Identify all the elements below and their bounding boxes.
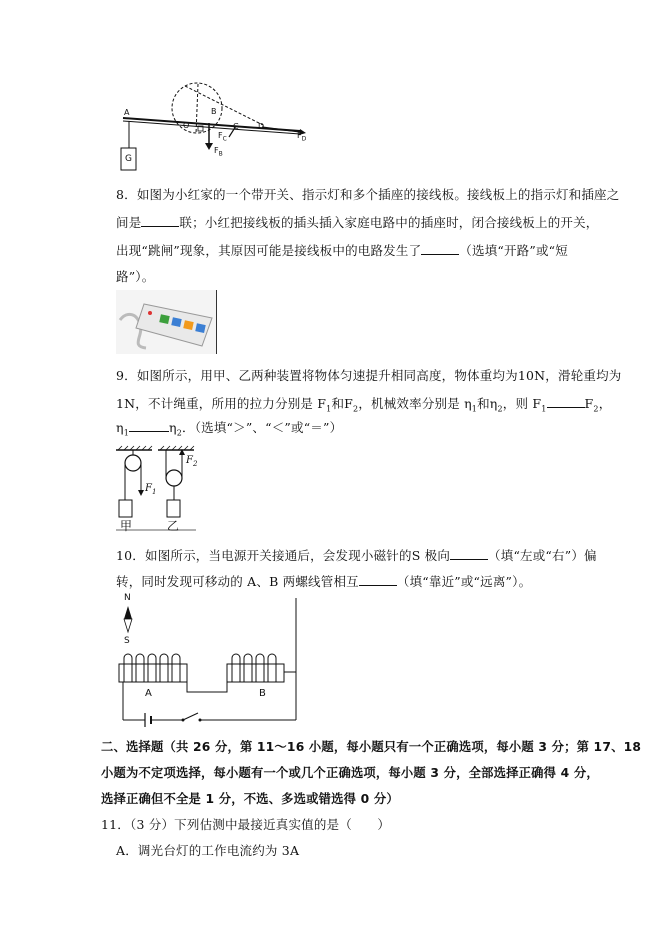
compass-label-S: S bbox=[124, 636, 130, 646]
q9-sub5: 1 bbox=[541, 404, 547, 414]
q11-option-A[interactable]: A．调光台灯的工作电流约为 3A bbox=[116, 843, 300, 858]
lever-label-D: D bbox=[258, 122, 265, 131]
section2-line1: 二、选择题（共 26 分，第 11～16 小题，每小题只有一个正确选项，每小题 3 分；第 17、18 bbox=[101, 740, 642, 754]
q9-line2d: 和η bbox=[477, 396, 498, 411]
lever-FC-sub: C bbox=[222, 135, 227, 143]
q9-line2b: 和F bbox=[331, 396, 354, 411]
lever-FD-sub: D bbox=[301, 135, 307, 143]
q9-line1: 9．如图所示，用甲、乙两种装置将物体匀速提升相同高度，物体重均为10N，滑轮重均为 bbox=[116, 368, 622, 383]
power-switch[interactable] bbox=[183, 713, 198, 720]
q9-line3b: η bbox=[169, 420, 177, 435]
q9-sub3: 1 bbox=[471, 404, 478, 414]
lever-FD-letter: F bbox=[297, 131, 302, 140]
q9-line2g: ， bbox=[598, 396, 612, 411]
q9-sub4: 2 bbox=[497, 404, 503, 414]
solenoid-A-tube[interactable] bbox=[119, 664, 187, 682]
q9-sub6: 2 bbox=[593, 404, 599, 414]
pulley-F2-sub: 2 bbox=[192, 460, 198, 468]
lever-label-C: C bbox=[233, 122, 239, 131]
q9-sub1: 1 bbox=[326, 404, 332, 414]
pulley-F2-letter: F bbox=[186, 455, 193, 466]
q9-line3a: η bbox=[116, 420, 124, 435]
lever-label-G: G bbox=[125, 154, 132, 164]
q10-line2b: （填“靠近”或“远离”）。 bbox=[396, 574, 532, 589]
q9-line2a: 1N，不计绳重，所用的拉力分别是 F bbox=[116, 396, 327, 411]
pulley-F1-sub: 1 bbox=[151, 488, 157, 496]
q9-line3-sub2: 2 bbox=[176, 428, 182, 438]
q9-line2f: F bbox=[584, 396, 594, 411]
section2-line2: 小题为不定项选择，每小题有一个或几个正确选项，每小题 3 分，全部选择正确得 4 分， bbox=[101, 766, 599, 780]
compass-label-N: N bbox=[124, 593, 131, 603]
section2-line3: 选择正确但不全是 1 分，不选、多选或错选得 0 分） bbox=[101, 792, 399, 806]
q8-line1: 8．如图为小红家的一个带开关、指示灯和多个插座的接线板。接线板上的指示灯和插座之 bbox=[116, 187, 620, 202]
solenoid-label-B: B bbox=[259, 688, 266, 699]
q9-sub2: 2 bbox=[353, 404, 359, 414]
lever-label-A: A bbox=[124, 108, 130, 117]
q8-line2a: 间是 bbox=[116, 215, 142, 230]
lever-FC-letter: F bbox=[218, 131, 223, 140]
q8-line4: 路”）。 bbox=[116, 269, 155, 284]
q8-line3b: （选填“开路”或“短 bbox=[459, 243, 568, 258]
lever-FB-sub: B bbox=[218, 150, 223, 158]
q9-line3-sub1: 1 bbox=[123, 428, 129, 438]
q9-line3c: ．（选填“＞”、“＜”或“＝”） bbox=[182, 420, 343, 435]
q10-line1a: 10．如图所示，当电源开关接通后，会发现小磁针的S 极向 bbox=[116, 548, 451, 563]
pulley-label-jia: 甲 bbox=[120, 519, 133, 533]
lever-FB-letter: F bbox=[214, 146, 219, 155]
q10-line1b: （填“左或“右”）偏 bbox=[488, 548, 597, 563]
q8-line3a: 出现“跳闸”现象，其原因可能是接线板中的电路发生了 bbox=[116, 243, 422, 258]
solenoid-label-A: A bbox=[145, 688, 152, 699]
q10-line2a: 转，同时发现可移动的 A、B 两螺线管相互 bbox=[116, 574, 359, 589]
wire-A-B bbox=[187, 678, 227, 692]
compass-needle-south bbox=[124, 619, 132, 632]
q9-line2c: ，机械效率分别是 η bbox=[358, 396, 472, 411]
pulley-F1-letter: F bbox=[145, 483, 152, 494]
q11-stem: 11．（3 分）下列估测中最接近真实值的是（ ） bbox=[101, 817, 391, 832]
lever-label-B: B bbox=[211, 107, 217, 116]
compass-needle-north bbox=[124, 606, 132, 619]
q9-line2e: ，则 F bbox=[502, 396, 542, 411]
q8-line2b: 联；小红把接线板的插头插入家庭电路中的插座时，闭合接线板上的开关， bbox=[179, 215, 599, 230]
pulley-label-yi: 乙 bbox=[167, 519, 180, 533]
lever-label-O: O bbox=[183, 121, 190, 130]
